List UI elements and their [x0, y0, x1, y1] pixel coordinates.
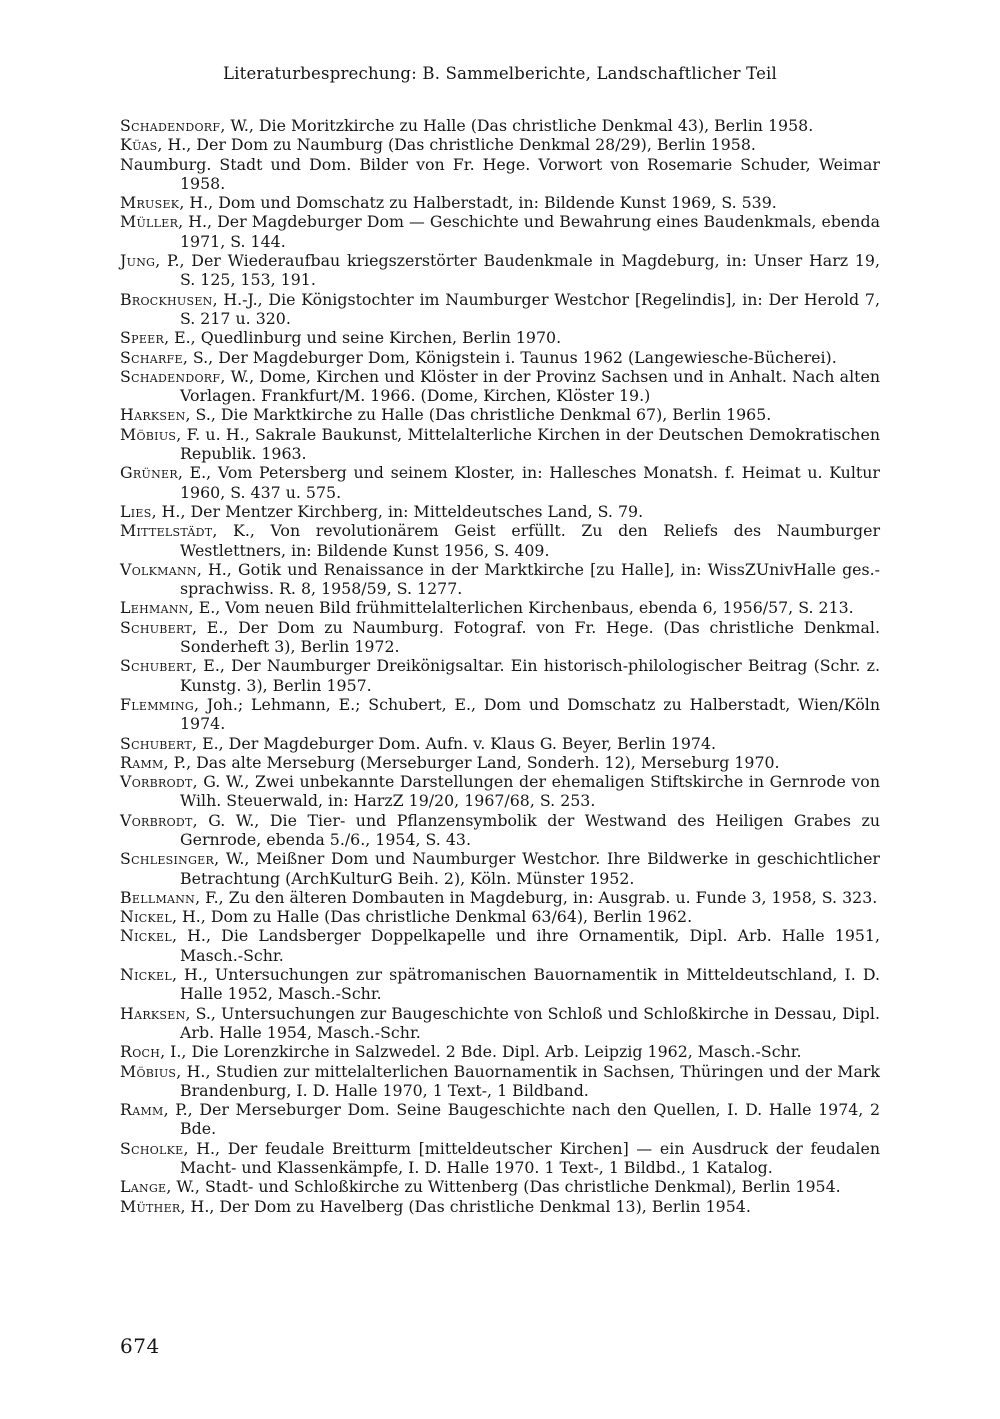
entry-author: Mrusek: [120, 193, 180, 213]
entry-author: Flemming: [120, 694, 194, 714]
entry-text: , Joh.; Lehmann, E.; Schubert, E., Dom und Domschatz zu Halberstadt, Wien/Köln 1974.: [180, 694, 880, 734]
bibliography-list: [120, 116, 880, 1216]
bibliography-entry: [120, 598, 880, 617]
bibliography-entry: [120, 849, 880, 888]
entry-author: Mittelstädt: [120, 521, 213, 541]
bibliography-entry: [120, 290, 880, 329]
entry-author: Nickel: [120, 907, 172, 927]
entry-author: Schlesinger: [120, 849, 215, 869]
entry-author: Volkmann: [120, 559, 197, 579]
bibliography-entry: [120, 155, 880, 194]
bibliography-entry: [120, 560, 880, 599]
entry-text: , H., Der Dom zu Havelberg (Das christliche Denkmal 13), Berlin 1954.: [180, 1196, 751, 1216]
bibliography-entry: [120, 907, 880, 926]
entry-text: , E., Quedlinburg und seine Kirchen, Berlin 1970.: [164, 328, 562, 348]
entry-author: Lies: [120, 501, 152, 521]
entry-text: , H., Der Mentzer Kirchberg, in: Mitteldeutsches Land, S. 79.: [151, 501, 644, 521]
bibliography-entry: [120, 811, 880, 850]
bibliography-entry: [120, 251, 880, 290]
entry-text: , E., Der Magdeburger Dom. Aufn. v. Klaus G. Beyer, Berlin 1974.: [192, 733, 717, 753]
entry-author: Vorbrodt: [120, 810, 193, 830]
entry-text: , K., Von revolutionärem Geist erfüllt. Zu den Reliefs des Naumburger Westlettners, in: Bildende Kunst 1956, S. 409.: [180, 521, 880, 560]
entry-text: , S., Die Marktkirche zu Halle (Das christliche Denkmal 67), Berlin 1965.: [185, 405, 772, 425]
entry-text: , P., Der Merseburger Dom. Seine Baugeschichte nach den Quellen, I. D. Halle 1974, 2 Bde.: [163, 1100, 880, 1139]
entry-author: Müther: [120, 1196, 181, 1216]
bibliography-entry: [120, 695, 880, 734]
entry-text: , H., Dom und Domschatz zu Halberstadt, in: Bildende Kunst 1969, S. 539.: [179, 193, 777, 213]
entry-author: Ramm: [120, 1100, 164, 1120]
entry-author: Schubert: [120, 617, 193, 637]
entry-author: Harksen: [120, 405, 186, 425]
entry-text: , G. W., Zwei unbekannte Darstellungen der ehemaligen Stiftskirche in Gernrode von Wilh. Steuerwald, in: HarzZ 19/20, 1967/68, S. 253.: [180, 772, 880, 811]
entry-author: Bellmann: [120, 887, 196, 907]
entry-text: , H., Untersuchungen zur spätromanischen Bauornamentik in Mitteldeutschland, I. D. Halle 1952, Masch.-Schr.: [171, 965, 880, 1004]
entry-author: Roch: [120, 1042, 161, 1062]
bibliography-entry: [120, 1177, 880, 1196]
bibliography-entry: [120, 116, 880, 135]
entry-text: , H., Der Magdeburger Dom — Geschichte und Bewahrung eines Baudenkmals, ebenda 1971, S. 144.: [178, 212, 880, 251]
bibliography-entry: [120, 405, 880, 424]
entry-text: , H.-J., Die Königstochter im Naumburger Westchor [Regelindis], in: Der Herold 7, S. 217 u. 320.: [180, 289, 880, 328]
entry-text: Naumburg. Stadt und Dom. Bilder von Fr. Hege. Vorwort von Rosemarie Schuder, Weimar 1958.: [120, 154, 880, 193]
entry-text: , H., Die Landsberger Doppelkapelle und ihre Ornamentik, Dipl. Arb. Halle 1951, Masch.-Schr.: [171, 926, 880, 965]
bibliography-entry: [120, 521, 880, 560]
entry-author: Scholke: [120, 1138, 184, 1158]
bibliography-entry: [120, 212, 880, 251]
bibliography-entry: [120, 425, 880, 464]
entry-author: Scharfe: [120, 347, 183, 367]
entry-text: , S., Der Magdeburger Dom, Königstein i. Taunus 1962 (Langewiesche-Bücherei).: [182, 347, 837, 367]
entry-text: , E., Der Naumburger Dreikönigsaltar. Ein historisch-philologischer Beitrag (Schr. z. Kunstg. 3), Berlin 1957.: [180, 656, 880, 695]
bibliography-entry: [120, 734, 880, 753]
entry-author: Nickel: [120, 965, 172, 985]
entry-text: , H., Der Dom zu Naumburg (Das christliche Denkmal 28/29), Berlin 1958.: [157, 135, 756, 155]
entry-author: Lehmann: [120, 598, 189, 618]
entry-text: , P., Das alte Merseburg (Merseburger Land, Sonderh. 12), Merseburg 1970.: [163, 752, 780, 772]
entry-author: Schadendorf: [120, 366, 221, 386]
bibliography-entry: [120, 1100, 880, 1139]
entry-text: , E., Der Dom zu Naumburg. Fotograf. von Fr. Hege. (Das christliche Denkmal. Sonderheft 3), Berlin 1972.: [180, 617, 880, 657]
entry-text: , G. W., Die Tier- und Pflanzensymbolik der Westwand des Heiligen Grabes zu Gernrode, ebenda 5./6., 1954, S. 43.: [180, 810, 880, 849]
entry-text: , F., Zu den älteren Dombauten in Magdeburg, in: Ausgrab. u. Funde 3, 1958, S. 323.: [195, 887, 878, 907]
entry-author: Müller: [120, 212, 179, 232]
entry-text: , H., Studien zur mittelalterlichen Bauornamentik in Sachsen, Thüringen und der Mark Brandenburg, I. D. Halle 1970, 1 Text-, 1 Bildband.: [176, 1061, 880, 1100]
entry-author: Schadendorf: [120, 116, 221, 135]
entry-author: Grüner: [120, 463, 178, 483]
entry-author: Speer: [120, 328, 165, 348]
entry-author: Vorbrodt: [120, 772, 193, 792]
bibliography-entry: [120, 1139, 880, 1178]
entry-text: , E., Vom neuen Bild frühmittelalterlichen Kirchenbaus, ebenda 6, 1956/57, S. 213.: [188, 598, 854, 618]
entry-text: , H., Gotik und Renaissance in der Marktkirche [zu Halle], in: WissZUnivHalle ges.-sprachwiss. R. 8, 1958/59, S. 1277.: [180, 559, 880, 599]
bibliography-entry: [120, 1004, 880, 1043]
bibliography-entry: [120, 135, 880, 154]
entry-author: Brockhusen: [120, 289, 213, 309]
bibliography-entry: [120, 328, 880, 347]
entry-text: , F. u. H., Sakrale Baukunst, Mittelalterliche Kirchen in der Deutschen Demokratischen Republik. 1963.: [176, 424, 880, 464]
bibliography-entry: [120, 888, 880, 907]
entry-author: Lange: [120, 1177, 167, 1197]
bibliography-entry: [120, 618, 880, 657]
entry-author: Küas: [120, 135, 158, 155]
bibliography-entry: [120, 1062, 880, 1101]
entry-author: Schubert: [120, 733, 193, 753]
bibliography-entry: [120, 772, 880, 811]
page-number: 674: [120, 1334, 160, 1358]
entry-author: Schubert: [120, 656, 193, 676]
entry-author: Möbius: [120, 424, 177, 444]
entry-text: , S., Untersuchungen zur Baugeschichte von Schloß und Schloßkirche in Dessau, Dipl. Arb. Halle 1954, Masch.-Schr.: [180, 1003, 880, 1042]
bibliography-entry: [120, 1197, 880, 1216]
bibliography-entry: [120, 463, 880, 502]
entry-text: , I., Die Lorenzkirche in Salzwedel. 2 Bde. Dipl. Arb. Leipzig 1962, Masch.-Schr.: [160, 1042, 802, 1062]
entry-text: , H., Der feudale Breitturm [mitteldeutscher Kirchen] — ein Ausdruck der feudalen Macht- und Klassenkämpfe, I. D. Halle 1970. 1 Text-, 1 Bildbd., 1 Katalog.: [180, 1138, 880, 1178]
entry-text: , H., Dom zu Halle (Das christliche Denkmal 63/64), Berlin 1962.: [171, 907, 693, 927]
entry-text: , P., Der Wiederaufbau kriegszerstörter Baudenkmale in Magdeburg, in: Unser Harz 19, S. 125, 153, 191.: [155, 251, 880, 290]
entry-text: , E., Vom Petersberg und seinem Kloster, in: Hallesches Monatsh. f. Heimat u. Kultur 1960, S. 437 u. 575.: [177, 463, 880, 502]
entry-text: , W., Stadt- und Schloßkirche zu Wittenberg (Das christliche Denkmal), Berlin 1954.: [166, 1177, 841, 1197]
bibliography-entry: [120, 193, 880, 212]
entry-text: , W., Die Moritzkirche zu Halle (Das christliche Denkmal 43), Berlin 1958.: [220, 116, 814, 135]
entry-author: Nickel: [120, 926, 172, 946]
bibliography-entry: [120, 926, 880, 965]
entry-author: Möbius: [120, 1061, 177, 1081]
entry-author: Harksen: [120, 1003, 186, 1023]
bibliography-entry: [120, 502, 880, 521]
bibliography-entry: [120, 367, 880, 406]
bibliography-entry: [120, 348, 880, 367]
entry-author: Ramm: [120, 752, 164, 772]
bibliography-entry: [120, 965, 880, 1004]
entry-text: , W., Dome, Kirchen und Klöster in der Provinz Sachsen und in Anhalt. Nach alten Vorlagen. Frankfurt/M. 1966. (Dome, Kirchen, Klöster 19.): [180, 366, 880, 406]
bibliography-entry: [120, 656, 880, 695]
running-header: Literaturbesprechung: B. Sammelberichte, Landschaftlicher Teil: [223, 64, 777, 83]
bibliography-entry: [120, 753, 880, 772]
entry-text: , W., Meißner Dom und Naumburger Westchor. Ihre Bildwerke in geschichtlicher Betrachtung (ArchKulturG Beih. 2), Köln. Münster 1952.: [180, 849, 880, 888]
bibliography-entry: [120, 1042, 880, 1061]
entry-author: Jung: [120, 251, 156, 271]
